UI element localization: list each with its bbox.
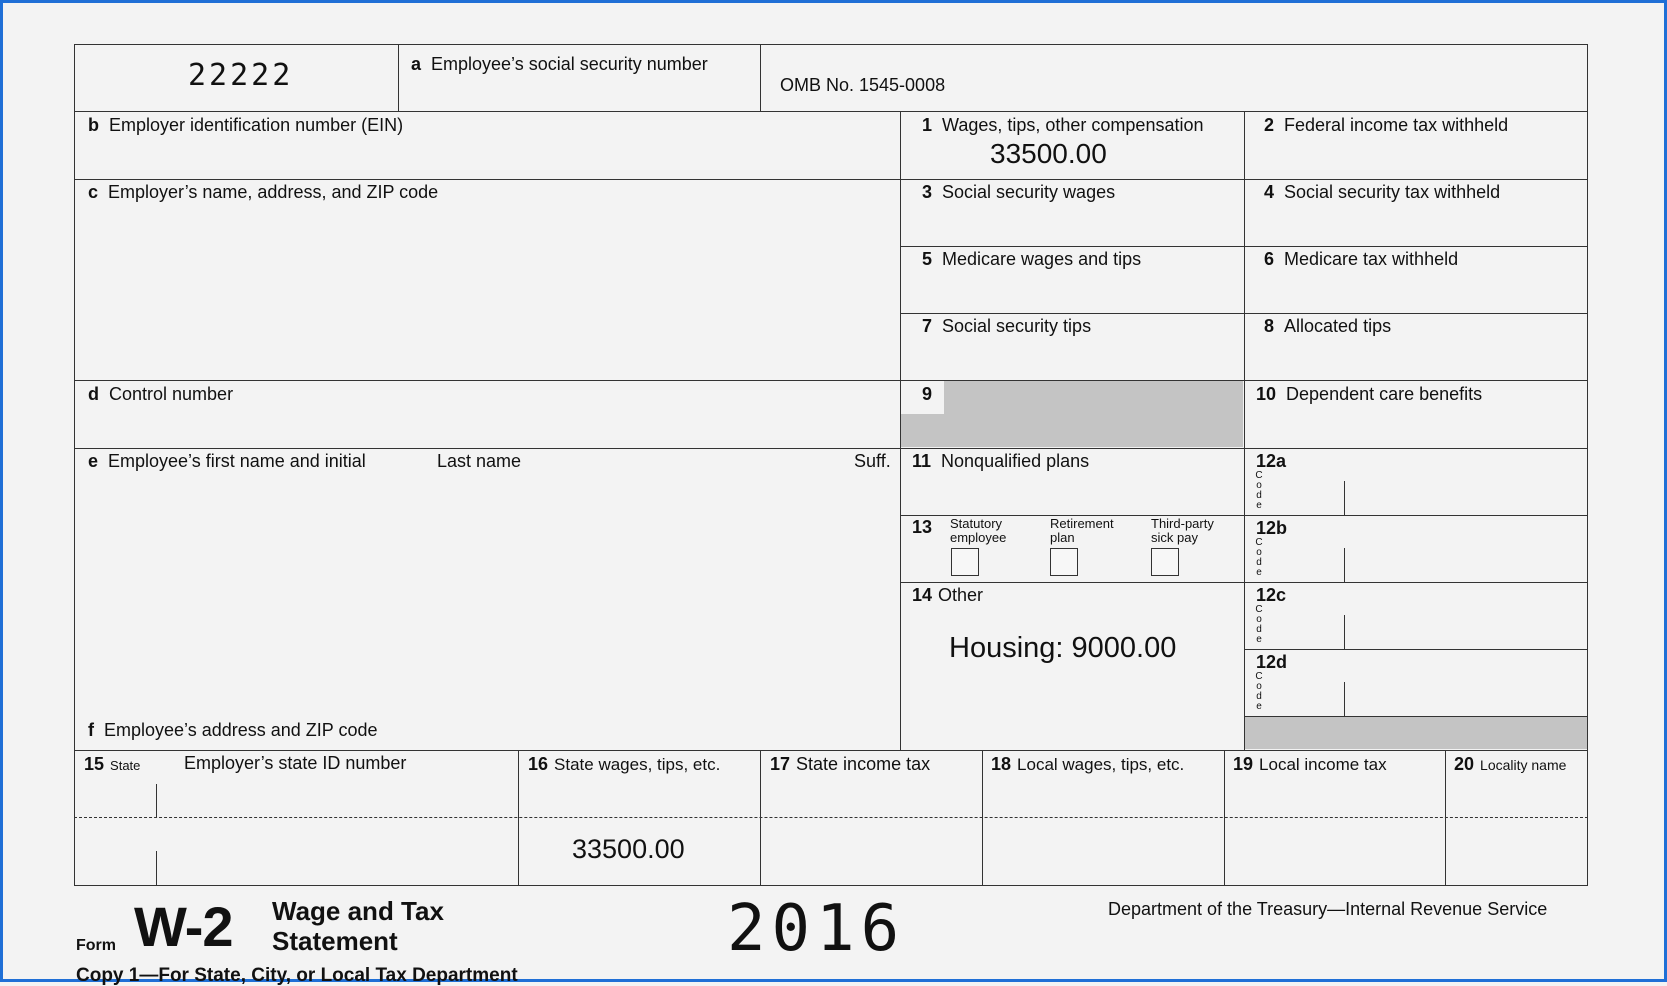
rule: [1344, 481, 1345, 515]
box-9-shading: [901, 414, 1243, 447]
box-6-label: 6 Medicare tax withheld: [1264, 249, 1459, 269]
box-11-label: 11 Nonqualified plans: [912, 451, 1090, 471]
box-12c-label: 12c: [1256, 585, 1287, 605]
statutory-employee-checkbox[interactable]: [951, 548, 979, 576]
box-12a-label: 12a: [1256, 451, 1287, 471]
retirement-plan-label: Retirement plan: [1050, 516, 1114, 545]
box-4-label: 4 Social security tax withheld: [1264, 182, 1501, 202]
label-c: c Employer’s name, address, and ZIP code: [88, 182, 439, 202]
box-14-value: Housing: 9000.00: [949, 632, 1177, 664]
label-a: a Employee’s social security number: [411, 54, 708, 74]
third-party-sick-pay-label: Third-party sick pay: [1151, 516, 1214, 545]
box-12a-code-label: C o d e: [1255, 470, 1263, 511]
rule: [156, 851, 157, 886]
rule: [760, 750, 761, 886]
box-15-state-id-label: Employer’s state ID number: [184, 753, 407, 773]
box-12c-code-label: C o d e: [1255, 604, 1263, 645]
rule: [74, 448, 1588, 449]
department-label: Department of the Treasury—Internal Revenue Service: [1108, 899, 1548, 919]
box-9-shading: [944, 381, 1243, 414]
label-b: b Employer identification number (EIN): [88, 115, 404, 135]
rule: [1244, 649, 1588, 650]
third-party-sick-pay-checkbox[interactable]: [1151, 548, 1179, 576]
rule: [1344, 682, 1345, 716]
rule: [1244, 111, 1245, 750]
label-suffix: Suff.: [854, 451, 891, 471]
omb-number: OMB No. 1545-0008: [780, 75, 946, 95]
dashed-rule: [74, 817, 1588, 818]
rule: [74, 750, 1588, 751]
rule: [760, 44, 761, 111]
box-18-label: 18 Local wages, tips, etc.: [991, 754, 1185, 774]
box-13-number: 13: [912, 517, 933, 537]
label-d: d Control number: [88, 384, 234, 404]
tax-year: 2016: [727, 892, 906, 966]
rule: [1445, 750, 1446, 886]
form-name: W-2: [134, 895, 233, 958]
box-12-shading: [1245, 717, 1587, 749]
form-title-line-1: Wage and Tax: [272, 896, 444, 926]
box-19-label: 19 Local income tax: [1233, 754, 1387, 774]
box-15-label: 15 State: [84, 754, 141, 774]
rule: [74, 111, 1588, 112]
form-title-line-2: Statement: [272, 926, 398, 956]
rule: [982, 750, 983, 886]
box-8-label: 8 Allocated tips: [1264, 316, 1392, 336]
label-f: f Employee’s address and ZIP code: [88, 720, 378, 740]
box-2-label: 2 Federal income tax withheld: [1264, 115, 1509, 135]
box-10-label: 10 Dependent care benefits: [1256, 384, 1483, 404]
box-17-label: 17 State income tax: [770, 754, 931, 774]
box-12d-code-label: C o d e: [1255, 671, 1263, 712]
rule: [1344, 615, 1345, 649]
rule: [74, 380, 1588, 381]
rule: [398, 44, 399, 111]
box-16-value: 33500.00: [572, 834, 685, 864]
box-1-value: 33500.00: [990, 138, 1107, 169]
form-word: Form: [76, 937, 116, 954]
retirement-plan-checkbox[interactable]: [1050, 548, 1078, 576]
box-7-label: 7 Social security tips: [922, 316, 1092, 336]
box-12d-label: 12d: [1256, 652, 1288, 672]
statutory-employee-label: Statutory employee: [950, 516, 1007, 545]
form-code: 22222: [188, 58, 294, 93]
box-14-label: 14 Other: [912, 585, 984, 605]
label-e: e Employee’s first name and initial: [88, 451, 366, 471]
box-12b-label: 12b: [1256, 518, 1288, 538]
box-5-label: 5 Medicare wages and tips: [922, 249, 1142, 269]
rule: [1344, 548, 1345, 582]
rule: [1224, 750, 1225, 886]
box-1-label: 1 Wages, tips, other compensation: [922, 115, 1204, 135]
rule: [74, 179, 1588, 180]
label-last-name: Last name: [437, 451, 522, 471]
box-3-label: 3 Social security wages: [922, 182, 1116, 202]
box-12b-code-label: C o d e: [1255, 537, 1263, 578]
box-9-label: 9: [922, 384, 933, 404]
copy-designation: Copy 1—For State, City, or Local Tax Department: [76, 965, 518, 986]
rule: [518, 750, 519, 886]
rule: [156, 784, 157, 818]
box-16-label: 16 State wages, tips, etc.: [528, 754, 721, 774]
box-20-label: 20 Locality name: [1454, 754, 1567, 774]
